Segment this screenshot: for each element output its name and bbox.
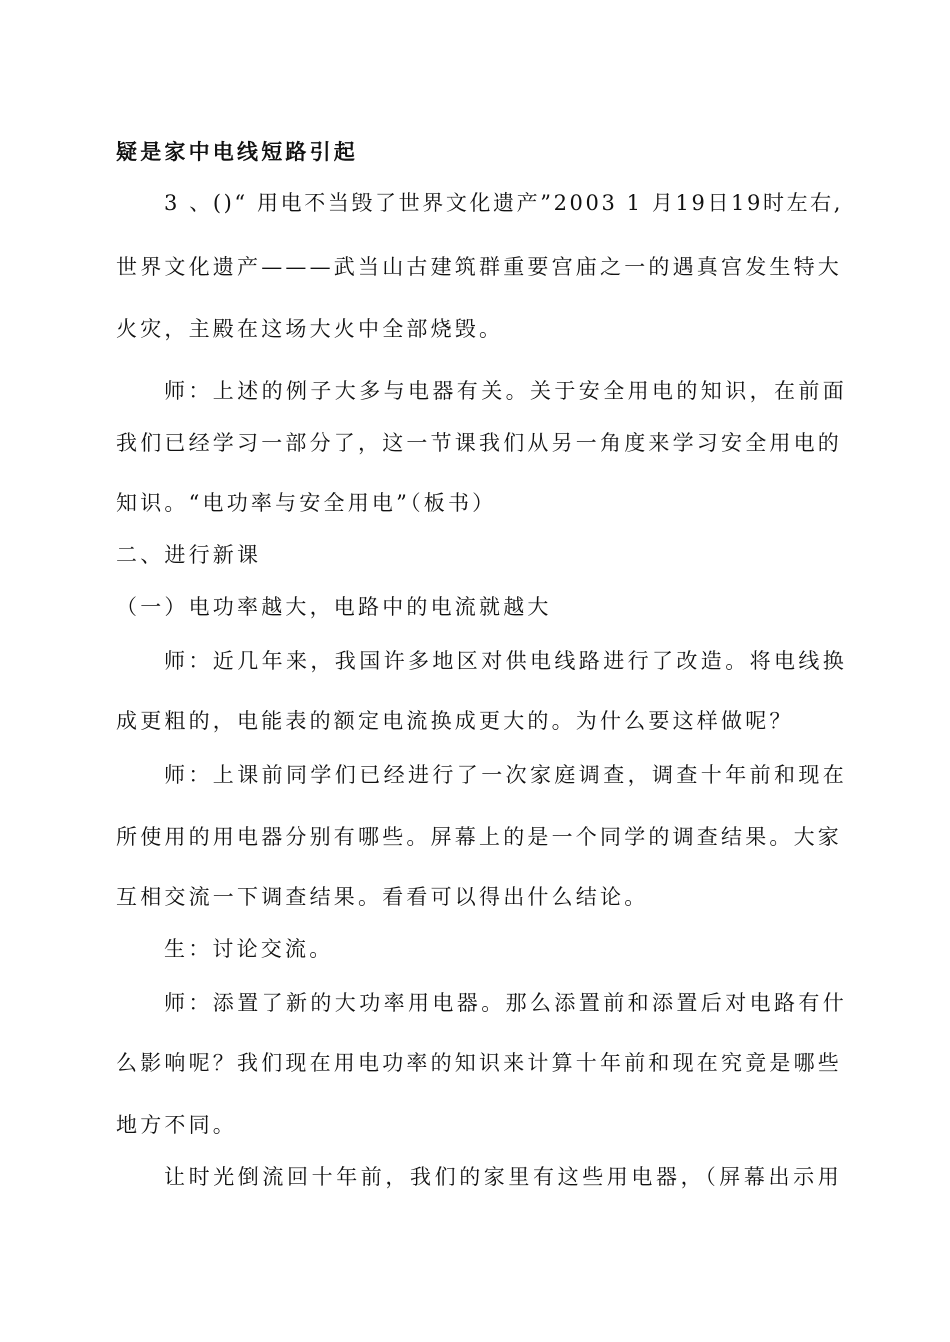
paragraph-line: 师：添置了新的大功率用电器。那么添置前和添置后对电路有什 — [164, 991, 848, 1015]
paragraph-line: 知识。“电功率与安全用电”（板书） — [116, 491, 497, 515]
paragraph-line: 地方不同。 — [116, 1113, 237, 1137]
paragraph-line: 3 、()“ 用电不当毁了世界文化遗产”2003 1 月19日19时左右, — [164, 191, 844, 215]
paragraph-line: 互相交流一下调查结果。看看可以得出什么结论。 — [116, 885, 649, 909]
section-heading: 二、进行新课 — [116, 543, 262, 567]
paragraph-line: 我们已经学习一部分了，这一节课我们从另一角度来学习安全用电的 — [116, 431, 842, 455]
paragraph-line: 火灾，主殿在这场大火中全部烧毁。 — [116, 317, 504, 341]
paragraph-line: 成更粗的，电能表的额定电流换成更大的。为什么要这样做呢？ — [116, 709, 794, 733]
paragraph-line: 师：上课前同学们已经进行了一次家庭调查，调查十年前和现在 — [164, 763, 848, 787]
subsection-heading: （一）电功率越大，电路中的电流就越大 — [116, 595, 552, 619]
paragraph-line: 让时光倒流回十年前，我们的家里有这些用电器，（屏幕出示用 — [164, 1165, 843, 1189]
paragraph-line: 所使用的用电器分别有哪些。屏幕上的是一个同学的调查结果。大家 — [116, 825, 842, 849]
heading-short-circuit: 疑是家中电线短路引起 — [116, 139, 358, 164]
paragraph-line: 师：近几年来，我国许多地区对供电线路进行了改造。将电线换 — [164, 649, 848, 673]
paragraph-line: 世界文化遗产———武当山古建筑群重要宫庙之一的遇真宫发生特大 — [116, 255, 842, 279]
paragraph-line: 么影响呢？我们现在用电功率的知识来计算十年前和现在究竟是哪些 — [116, 1051, 842, 1075]
paragraph-line: 师：上述的例子大多与电器有关。关于安全用电的知识，在前面 — [164, 379, 848, 403]
paragraph-line: 生：讨论交流。 — [164, 937, 334, 961]
